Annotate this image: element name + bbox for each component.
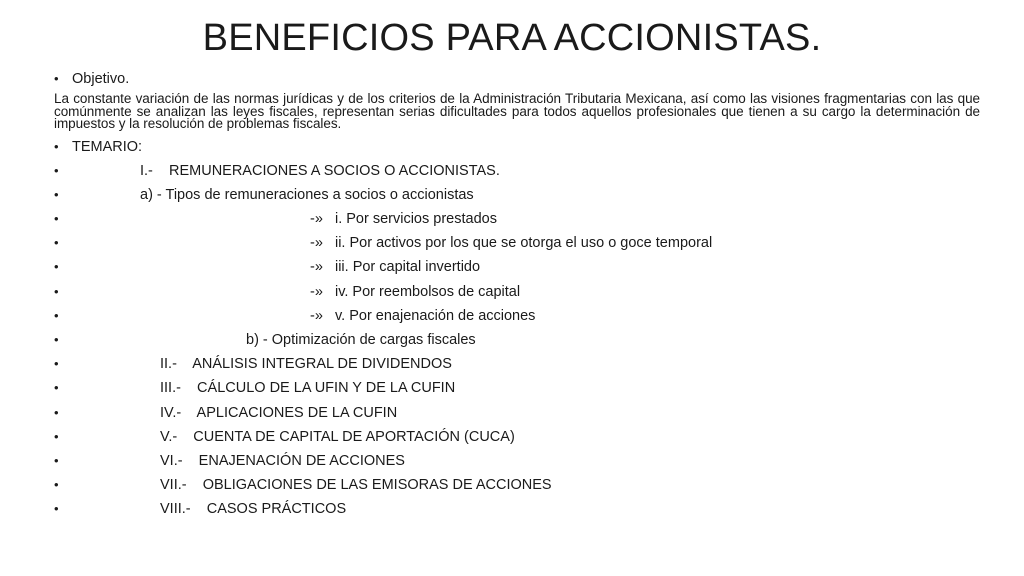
list-item-text: III.- CÁLCULO DE LA UFIN Y DE LA CUFIN [160,380,456,397]
list-item [54,255,980,279]
list-item-text: II.- ANÁLISIS INTEGRAL DE DIVIDENDOS [160,356,452,373]
bullet-icon: • [54,235,59,251]
list-item [54,497,980,521]
objective-paragraph: La constante variación de las normas jurídicas y de los criterios de la Administración Tributaria Mexicana, así como las visiones fragmentarias con las que comúnmente se analizan las leyes fiscales, representan serias dificultades para todos aquellos profesionales que tienen a su cargo la determinación de impuestos y la resolución de problemas fiscales. [54,91,980,131]
list-item [54,401,980,425]
list-item-text: -» v. Por enajenación de acciones [310,307,536,324]
list-item [54,304,980,328]
slide-title: BENEFICIOS PARA ACCIONISTAS. [202,17,822,59]
list-item [54,231,980,255]
bullet-icon: • [54,162,59,178]
bullet-icon: • [54,283,59,299]
list-item [54,159,980,183]
list-item-text: -» iv. Por reembolsos de capital [310,283,521,300]
bullet-icon: • [54,404,59,420]
bullet-icon: • [54,380,59,396]
bullet-icon: • [54,259,59,275]
bullet-icon: • [54,501,59,517]
list-item [54,449,980,473]
bullet-icon: • [54,452,59,468]
bullet-icon: • [54,71,59,86]
bullet-icon: • [54,307,59,323]
list-item [54,352,980,376]
list-item-text: -» iii. Por capital invertido [310,259,481,276]
bullet-row-objective [54,64,980,90]
objective-label: Objetivo. [72,71,130,87]
list-item [54,376,980,400]
list-item [54,425,980,449]
list-item-text: V.- CUENTA DE CAPITAL DE APORTACIÓN (CUCA) [160,428,515,445]
bullet-row-temario [54,135,980,159]
list-item-text: b) - Optimización de cargas fiscales [246,332,476,348]
list-item [54,473,980,497]
list-item-text: -» ii. Por activos por los que se otorga el uso o goce temporal [310,235,713,252]
list-item-text: VII.- OBLIGACIONES DE LAS EMISORAS DE ACCIONES [160,477,552,494]
list-item-text: VI.- ENAJENACIÓN DE ACCIONES [160,452,405,469]
list-item [54,280,980,304]
list-item [54,207,980,231]
list-item [54,328,980,352]
bullet-icon: • [54,332,59,347]
list-item-text: I.- REMUNERACIONES A SOCIOS O ACCIONISTAS. [140,162,500,179]
bullet-icon: • [54,211,59,227]
bullet-icon: • [54,138,59,154]
list-item-text: IV.- APLICACIONES DE LA CUFIN [160,404,398,421]
bullet-icon: • [54,477,59,493]
list-item-text: a) - Tipos de remuneraciones a socios o accionistas [140,186,474,203]
bullet-icon: • [54,186,59,202]
slide-content [54,64,980,522]
bullet-icon: • [54,428,59,444]
list-item-text: VIII.- CASOS PRÁCTICOS [160,501,347,518]
temario-label: TEMARIO: [72,138,143,155]
list-item-text: -» i. Por servicios prestados [310,211,497,228]
list-item [54,183,980,207]
bullet-icon: • [54,356,59,372]
